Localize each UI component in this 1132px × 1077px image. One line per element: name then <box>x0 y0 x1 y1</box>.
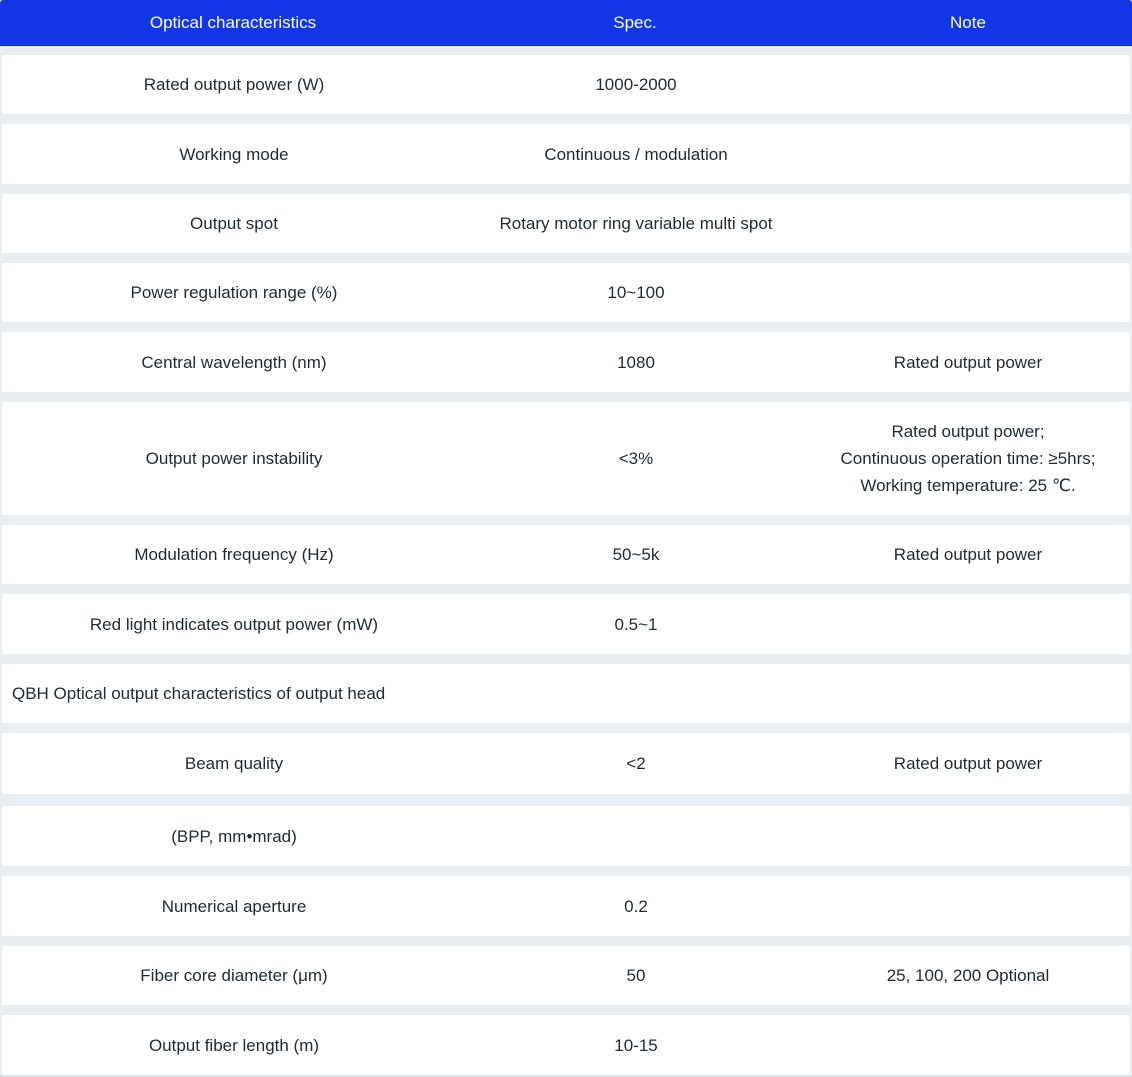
spec-cell: <2 <box>626 754 646 773</box>
note-cell <box>806 194 1130 253</box>
note-cell <box>806 263 1130 322</box>
param-cell: Output fiber length (m) <box>148 1035 320 1055</box>
table-row <box>2 806 1130 866</box>
note-cell <box>806 124 1130 184</box>
spec-cell: 10-15 <box>614 1035 658 1055</box>
header-optical-characteristics: Optical characteristics <box>149 13 317 32</box>
spec-cell: 50 <box>626 966 646 985</box>
spec-cell: Continuous / modulation <box>544 144 728 164</box>
table-row <box>2 525 1130 584</box>
note-cell <box>806 876 1130 936</box>
table-row <box>2 124 1130 184</box>
table-row <box>2 332 1130 392</box>
param-cell: Beam quality <box>184 754 284 773</box>
header-note: Note <box>950 13 986 32</box>
table-header <box>0 0 1132 46</box>
table-row <box>2 946 1130 1005</box>
param-cell: Red light indicates output power (mW) <box>89 614 379 634</box>
param-cell: Fiber core diameter (μm) <box>140 966 328 985</box>
table-row <box>2 594 1130 654</box>
spec-cell: 1000-2000 <box>595 75 677 94</box>
param-cell: Modulation frequency (Hz) <box>134 545 334 564</box>
param-cell: Output power instability <box>145 449 323 468</box>
spec-cell <box>466 806 806 866</box>
table-row <box>2 1015 1130 1075</box>
param-cell: Output spot <box>190 214 278 233</box>
table-row <box>2 733 1130 794</box>
note-cell: Rated output power <box>893 545 1043 564</box>
spec-cell: <3% <box>618 449 654 468</box>
param-cell: Power regulation range (%) <box>130 283 338 302</box>
table-row <box>2 402 1130 515</box>
param-cell: Numerical aperture <box>161 896 307 916</box>
note-cell: 25, 100, 200 Optional <box>886 966 1050 985</box>
spec-cell: 1080 <box>617 352 655 372</box>
table-row <box>2 263 1130 322</box>
spec-cell: 10~100 <box>607 283 665 302</box>
note-cell: Rated output power; Continuous operation time: ≥5hrs; Working temperature: 25 ℃. <box>840 422 1096 495</box>
note-cell <box>806 1015 1130 1075</box>
param-cell: Rated output power (W) <box>143 75 325 94</box>
note-cell <box>806 806 1130 866</box>
table-row <box>2 55 1130 114</box>
section-heading: QBH Optical output characteristics of output head <box>12 683 386 703</box>
table-row <box>2 194 1130 253</box>
param-cell: (BPP, mm•mrad) <box>171 826 297 846</box>
note-cell: Rated output power <box>893 352 1043 372</box>
spec-cell: Rotary motor ring variable multi spot <box>499 214 773 233</box>
table-section-row <box>2 664 1130 723</box>
note-cell: Rated output power <box>893 754 1043 773</box>
param-cell: Central wavelength (nm) <box>141 352 327 372</box>
note-cell <box>806 594 1130 654</box>
spec-cell: 0.5~1 <box>614 614 658 634</box>
header-spec: Spec. <box>613 13 657 32</box>
spec-cell: 50~5k <box>612 545 660 564</box>
spec-cell: 0.2 <box>624 896 648 916</box>
param-cell: Working mode <box>179 144 289 164</box>
note-cell <box>806 55 1130 114</box>
table-row <box>2 876 1130 936</box>
